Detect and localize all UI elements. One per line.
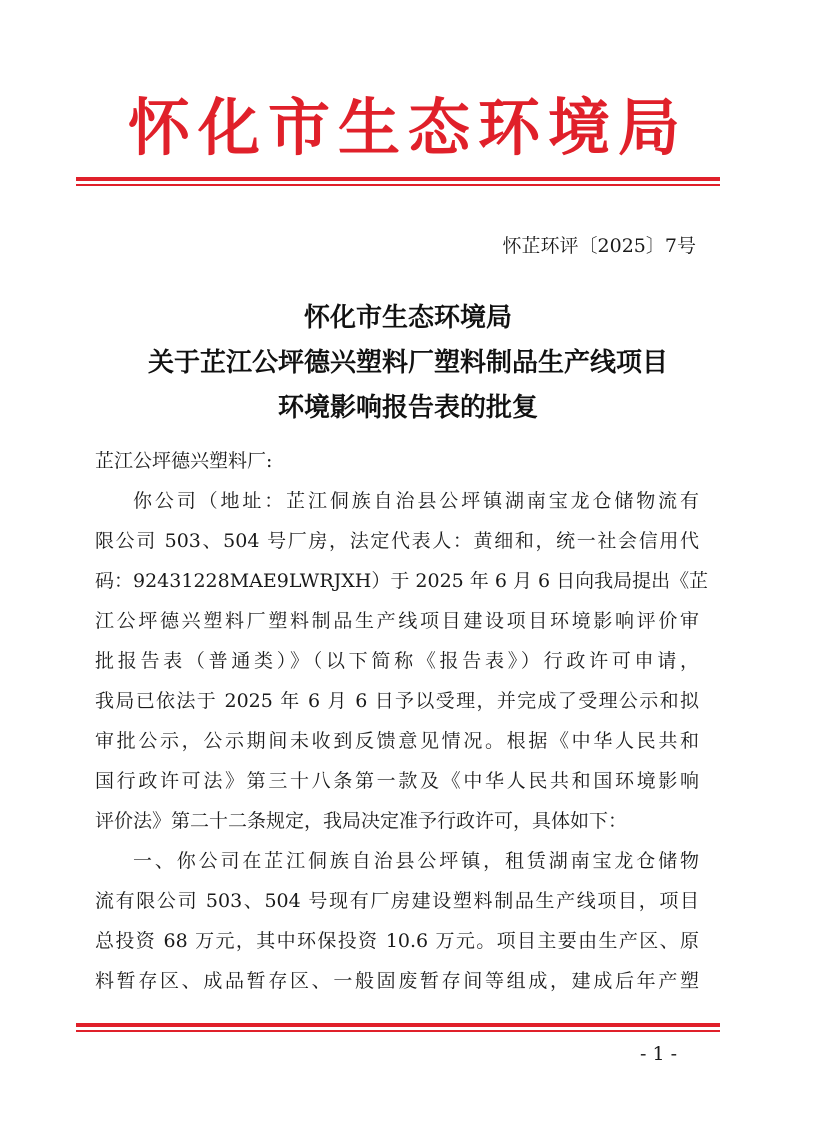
letterhead-title: 怀化市生态环境局 xyxy=(127,91,688,164)
document-number: 怀芷环评〔2025〕7号 xyxy=(502,235,696,257)
body-line: 一、你公司在芷江侗族自治县公坪镇，租赁湖南宝龙仓储物 xyxy=(133,850,699,872)
body-line: 总投资 68 万元，其中环保投资 10.6 万元。项目主要由生产区、原 xyxy=(95,930,699,952)
body-line: 流有限公司 503、504 号现有厂房建设塑料制品生产线项目，项目 xyxy=(95,890,699,912)
body-line: 批报告表（普通类）》（以下简称《报告表》）行政许可申请， xyxy=(95,650,699,672)
title-line-1: 怀化市生态环境局 xyxy=(303,303,512,333)
body-line: 料暂存区、成品暂存区、一般固废暂存间等组成，建成后年产塑 xyxy=(95,970,699,992)
page-number: - 1 - xyxy=(640,1043,678,1065)
body-line: 我局已依法于 2025 年 6 月 6 日予以受理，并完成了受理公示和拟 xyxy=(95,690,699,712)
footer-rule-thick xyxy=(76,1023,720,1027)
title-line-2: 关于芷江公坪德兴塑料厂塑料制品生产线项目 xyxy=(147,348,668,378)
title-line-3: 环境影响报告表的批复 xyxy=(277,393,538,423)
body-line: 评价法》第二十二条规定，我局决定准予行政许可，具体如下： xyxy=(95,810,628,832)
body-line: 国行政许可法》第三十八条第一款及《中华人民共和国环境影响 xyxy=(95,770,699,792)
body-line: 限公司 503、504 号厂房，法定代表人：黄细和，统一社会信用代 xyxy=(95,530,699,552)
body-line: 江公坪德兴塑料厂塑料制品生产线项目建设项目环境影响评价审 xyxy=(95,610,699,632)
body-line: 审批公示，公示期间未收到反馈意见情况。根据《中华人民共和 xyxy=(95,730,699,752)
letterhead-rule-thick xyxy=(76,177,720,181)
body-line: 你公司（地址：芷江侗族自治县公坪镇湖南宝龙仓储物流有 xyxy=(133,490,699,512)
body-line: 码：92431228MAE9LWRJXH）于 2025 年 6 月 6 日向我局提出《芷 xyxy=(95,570,709,592)
addressee: 芷江公坪德兴塑料厂: xyxy=(95,450,273,472)
footer-rule-thin xyxy=(76,1030,720,1032)
letterhead-rule-thin xyxy=(76,184,720,186)
